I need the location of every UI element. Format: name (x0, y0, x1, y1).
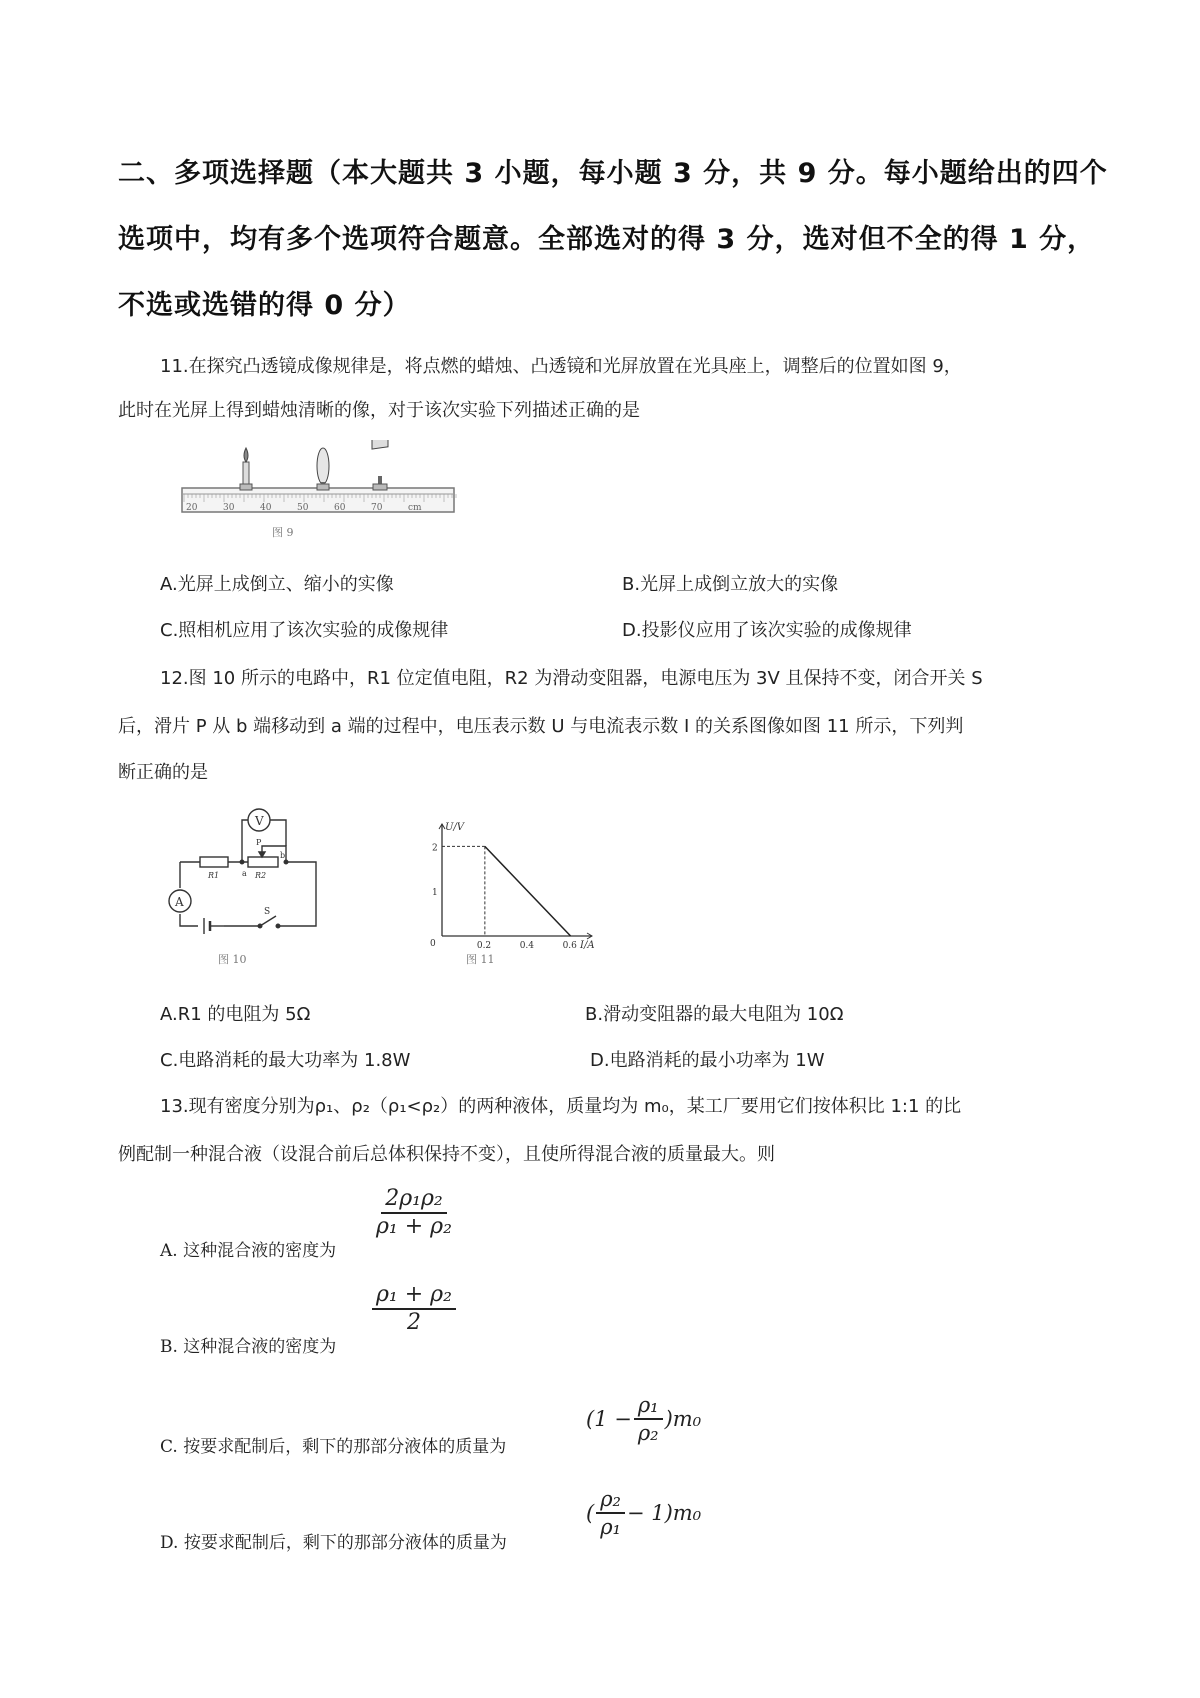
svg-text:R1: R1 (208, 871, 220, 880)
y-tick-label: 2 (432, 843, 438, 854)
formula-d-denominator: ρ₁ (600, 1515, 621, 1539)
y-tick-label: 0 (430, 939, 436, 949)
battery-icon (204, 918, 210, 934)
q11-option-c: C.照相机应用了该次实验的成像规律 (160, 620, 449, 641)
svg-text:a: a (242, 869, 247, 878)
section-heading-line-1: 二、多项选择题（本大题共 3 小题，每小题 3 分，共 9 分。每小题给出的四个 (118, 158, 1108, 189)
convex-lens-icon (317, 448, 329, 490)
q13-stem-line-2: 例配制一种混合液（设混合前后总体积保持不变），且使所得混合液的质量最大。则 (118, 1144, 775, 1165)
q12-option-c: C.电路消耗的最大功率为 1.8W (160, 1050, 411, 1071)
wire-right (278, 862, 316, 926)
y-tick-label: 1 (432, 888, 438, 899)
q12-option-b: B.滑动变阻器的最大电阻为 10Ω (585, 1004, 844, 1025)
svg-text:R2: R2 (255, 871, 267, 880)
svg-text:A: A (175, 895, 184, 909)
ruler-tick-label: 20 (186, 503, 198, 513)
light-screen-icon (372, 440, 388, 490)
voltmeter-icon (248, 809, 270, 831)
formula-c-prefix: (1 − (586, 1407, 632, 1431)
q12-option-d: D.电路消耗的最小功率为 1W (590, 1050, 825, 1071)
formula-a-numerator: 2ρ₁ρ₂ (381, 1186, 447, 1214)
ruler-tick-label: 60 (334, 503, 346, 513)
q13-formula-d (586, 1486, 701, 1540)
x-tick-label: 0.2 (476, 941, 492, 951)
formula-d-suffix: − 1)m₀ (626, 1501, 702, 1525)
ruler-tick-label: 30 (223, 503, 235, 513)
wire-left-lower (180, 914, 198, 926)
q11-option-b: B.光屏上成倒立放大的实像 (622, 574, 839, 595)
ruler-tick-label: 40 (260, 503, 272, 513)
q11-option-a: A.光屏上成倒立、缩小的实像 (160, 574, 394, 595)
formula-c-numerator: ρ₁ (634, 1392, 663, 1420)
formula-a-denominator: ρ₁ + ρ₂ (376, 1214, 452, 1239)
svg-text:P: P (256, 838, 262, 847)
q12-option-a: A.R1 的电阻为 5Ω (160, 1004, 311, 1025)
svg-text:S: S (264, 907, 271, 917)
ruler-tick-label: cm (408, 503, 422, 513)
q13-option-a: A. 这种混合液的密度为 (160, 1241, 337, 1261)
q13-option-b: B. 这种混合液的密度为 (160, 1337, 337, 1357)
switch-icon (258, 907, 280, 928)
resistor-r1-icon (200, 857, 228, 880)
q12-stem-line-1: 12.图 10 所示的电路中，R1 位定值电阻，R2 为滑动变阻器，电源电压为 3V 且保持不变，闭合开关 S (160, 668, 983, 689)
formula-d-prefix: ( (586, 1501, 595, 1525)
section-heading-line-3: 不选或选错的得 0 分） (118, 290, 411, 321)
figure-10-circuit (160, 808, 340, 968)
candle-icon (240, 448, 252, 490)
formula-b-denominator: 2 (406, 1310, 421, 1335)
formula-d-numerator: ρ₂ (596, 1486, 625, 1514)
ruler-tick-label: 70 (371, 503, 383, 513)
rheostat-r2-icon (242, 838, 286, 880)
q11-stem-line-2: 此时在光屏上得到蜡烛清晰的像，对于该次实验下列描述正确的是 (118, 400, 640, 421)
formula-c-suffix: )m₀ (664, 1407, 702, 1431)
svg-text:b: b (280, 851, 286, 860)
section-heading-line-2: 选项中，均有多个选项符合题意。全部选对的得 3 分，选对但不全的得 1 分， (118, 224, 1096, 255)
q13-formula-c (586, 1392, 701, 1446)
q13-option-c: C. 按要求配制后，剩下的那部分液体的质量为 (160, 1437, 507, 1457)
q12-stem-line-2: 后，滑片 P 从 b 端移动到 a 端的过程中，电压表示数 U 与电流表示数 I 的关系图像如图 11 所示，下列判 (118, 716, 964, 737)
q12-stem-line-3: 断正确的是 (118, 762, 208, 783)
q13-formula-b (372, 1282, 456, 1336)
q11-stem-line-1: 11.在探究凸透镜成像规律是，将点燃的蜡烛、凸透镜和光屏放置在光具座上，调整后的位置如图 9， (160, 356, 962, 377)
ruler-tick-label: 50 (297, 503, 309, 513)
figure-9-optical-bench (180, 440, 460, 540)
q13-option-d: D. 按要求配制后，剩下的那部分液体的质量为 (160, 1533, 507, 1553)
figure-10-caption: 图 10 (218, 953, 247, 966)
q11-option-d: D.投影仪应用了该次实验的成像规律 (622, 620, 912, 641)
ui-data-line (485, 846, 571, 936)
figure-11-ui-graph (420, 808, 610, 968)
svg-text:V: V (255, 814, 264, 828)
formula-c-denominator: ρ₂ (637, 1421, 659, 1445)
q13-stem-line-1: 13.现有密度分别为ρ₁、ρ₂（ρ₁<ρ₂）的两种液体，质量均为 m₀，某工厂要用它们按体积比 1:1 的比 (160, 1096, 962, 1117)
q13-formula-a (372, 1186, 456, 1240)
x-axis-label: I/A (580, 940, 595, 951)
formula-b-numerator: ρ₁ + ρ₂ (372, 1282, 456, 1310)
figure-9-caption: 图 9 (272, 526, 294, 539)
figure-11-caption: 图 11 (466, 953, 495, 966)
x-tick-label: 0.6 (562, 941, 577, 951)
x-tick-label: 0.4 (519, 941, 535, 951)
y-axis-label: U/V (445, 822, 465, 833)
ammeter-icon (169, 890, 191, 912)
